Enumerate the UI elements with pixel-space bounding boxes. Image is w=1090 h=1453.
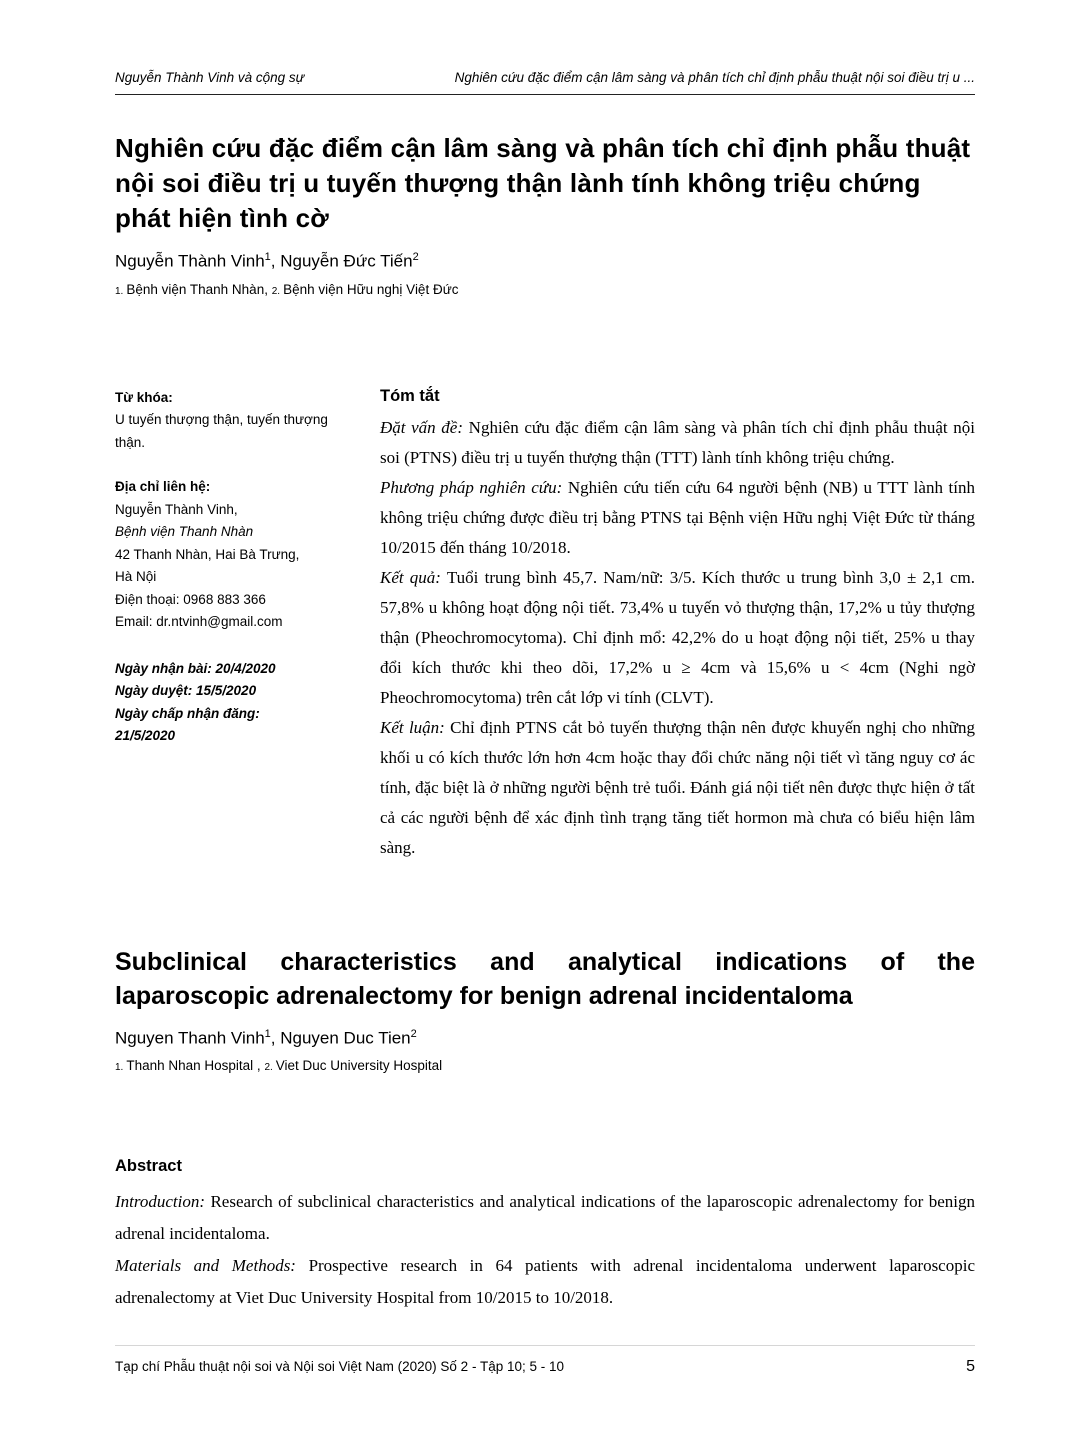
english-section: [115, 945, 975, 1315]
abstract-vietnamese: [380, 387, 975, 863]
abstract-paragraph: [115, 1186, 975, 1250]
journal-info: Tạp chí Phẫu thuật nội soi và Nội soi Việt Nam (2020) Số 2 - Tập 10; 5 - 10: [115, 1359, 565, 1374]
paragraph-text: Chỉ định PTNS cắt bỏ tuyến thượng thận nên được khuyến nghị cho những khối u có kích thước lớn hơn 4cm hoặc thay đổi chức năng nội tiết vì tăng nguy cơ ác tính, đặc biệt là ở những người bệnh trẻ tuổi. Đánh giá nội tiết nên được thực hiện ở tất cả các người bệnh để xác định tình trạng tăng tiết hormon mà chưa có biểu hiện lâm sàng.: [380, 717, 975, 857]
article-title-english: Subclinical characteristics and analytical indications of the laparoscopic adrenalectomy for benign adrenal incidentaloma: [115, 947, 975, 1010]
abstract-paragraph: [380, 713, 975, 863]
paragraph-text: Nghiên cứu tiến cứu 64 người bệnh (NB) u TTT lành tính không triệu chứng được điều trị bằng PTNS tại Bệnh viện Hữu nghị Việt Đức từ tháng 10/2015 đến tháng 10/2018.: [380, 477, 975, 557]
abstract-heading-english: Abstract: [115, 1157, 182, 1176]
affiliation-separator: ,: [253, 1058, 265, 1074]
abstract-paragraph: [380, 473, 975, 563]
page-footer: [115, 1345, 975, 1376]
running-header-title: Nghiên cứu đặc điểm cận lâm sàng và phân tích chỉ định phẫu thuật nội soi điều trị u ...: [454, 70, 975, 85]
header-divider: [115, 94, 975, 95]
contact-block: [115, 476, 333, 634]
date-reviewed: Ngày duyệt: 15/5/2020: [115, 683, 257, 699]
abstract-paragraph: [380, 563, 975, 713]
abstract-paragraph: [380, 413, 975, 473]
sidebar: [115, 387, 333, 863]
running-header: [115, 0, 975, 85]
paragraph-label: Materials and Methods:: [115, 1256, 296, 1276]
author-name: Nguyễn Đức Tiến: [280, 251, 413, 271]
abstract-heading-vietnamese: Tóm tắt: [380, 386, 440, 405]
author-superscript: 1: [264, 1027, 271, 1040]
paragraph-label: Kết quả:: [380, 567, 441, 587]
affiliation-name: Bệnh viện Hữu nghị Việt Đức: [283, 281, 459, 297]
keywords-text: U tuyến thượng thận, tuyến thượng thận.: [115, 412, 328, 450]
paragraph-label: Đặt vấn đề:: [380, 417, 464, 437]
affiliation-number: 1.: [115, 285, 124, 297]
contact-address-line2: Hà Nội: [115, 569, 157, 585]
article-title-vietnamese: Nghiên cứu đặc điểm cận lâm sàng và phân tích chỉ định phẫu thuật nội soi điều trị u tuyến thượng thận lành tính không triệu chứng phát hiện tình cờ: [115, 133, 971, 233]
author-superscript: 2: [410, 1027, 417, 1040]
content-area: [115, 0, 975, 1314]
dates-block: [115, 658, 333, 748]
keywords-block: [115, 387, 333, 455]
affiliation-number: 2.: [264, 1062, 273, 1074]
affiliations-vietnamese: [115, 282, 975, 297]
affiliation-name: Thanh Nhan Hospital: [126, 1058, 254, 1074]
author-name: Nguyen Thanh Vinh: [115, 1028, 265, 1048]
abstract-paragraph: [115, 1250, 975, 1314]
date-received: Ngày nhận bài: 20/4/2020: [115, 660, 276, 676]
contact-email: Email: dr.ntvinh@gmail.com: [115, 614, 283, 630]
author-separator: ,: [270, 251, 281, 271]
affiliation-number: 2.: [271, 285, 281, 297]
paragraph-label: Kết luận:: [380, 717, 445, 737]
author-superscript: 1: [264, 251, 271, 263]
affiliation-name: Viet Duc University Hospital: [275, 1058, 443, 1074]
byline-vietnamese: [115, 251, 975, 272]
contact-label: Địa chỉ liên hệ:: [115, 479, 211, 495]
paragraph-label: Introduction:: [115, 1192, 206, 1212]
abstract-columns: [115, 387, 975, 863]
keywords-label: Từ khóa:: [115, 389, 173, 405]
author-superscript: 2: [412, 251, 419, 263]
paragraph-label: Phương pháp nghiên cứu:: [380, 477, 563, 497]
running-header-authors: Nguyễn Thành Vinh và cộng sự: [115, 70, 305, 85]
affiliation-name: Bệnh viện Thanh Nhàn: [126, 281, 265, 297]
affiliation-separator: ,: [264, 281, 272, 297]
paragraph-text: Research of subclinical characteristics and analytical indications of the laparoscopic adrenalectomy for benign adrenal incidentaloma.: [115, 1192, 975, 1244]
paragraph-text: Tuổi trung bình 45,7. Nam/nữ: 3/5. Kích thước u trung bình 3,0 ± 2,1 cm. 57,8% u không hoạt động nội tiết. 73,4% u tuyến vỏ thượng thận, 17,2% u tủy thượng thận (Pheochromocytoma). Chỉ định mổ: 42,2% do u hoạt động nội tiết, 25% u thay đổi kích thước khi theo dõi, 17,2% u ≥ 4cm và 15,6% u < 4cm (Nghi ngờ Pheochromocytoma) trên cắt lớp vi tính (CLVT).: [380, 567, 975, 707]
author-name: Nguyễn Thành Vinh: [115, 251, 265, 271]
byline-english: [115, 1028, 975, 1049]
author-separator: ,: [270, 1028, 281, 1048]
contact-organization: Bệnh viện Thanh Nhàn: [115, 524, 254, 540]
page-number: 5: [966, 1358, 975, 1375]
contact-name: Nguyễn Thành Vinh,: [115, 501, 238, 517]
affiliations-english: [115, 1058, 975, 1073]
date-accepted-value: 21/5/2020: [115, 728, 176, 744]
date-accepted-label: Ngày chấp nhận đăng:: [115, 705, 260, 721]
author-name: Nguyen Duc Tien: [280, 1028, 411, 1048]
contact-phone: Điện thoại: 0968 883 366: [115, 591, 266, 607]
contact-address-line1: 42 Thanh Nhàn, Hai Bà Trưng,: [115, 546, 300, 562]
paragraph-text: Prospective research in 64 patients with adrenal incidentaloma underwent laparoscopic adrenalectomy at Viet Duc University Hospital from 10/2015 to 10/2018.: [115, 1256, 975, 1308]
affiliation-number: 1.: [115, 1062, 124, 1074]
paragraph-text: Nghiên cứu đặc điểm cận lâm sàng và phân tích chỉ định phẫu thuật nội soi (PTNS) điều trị u tuyến thượng thận (TTT) lành tính không triệu chứng.: [380, 417, 975, 467]
